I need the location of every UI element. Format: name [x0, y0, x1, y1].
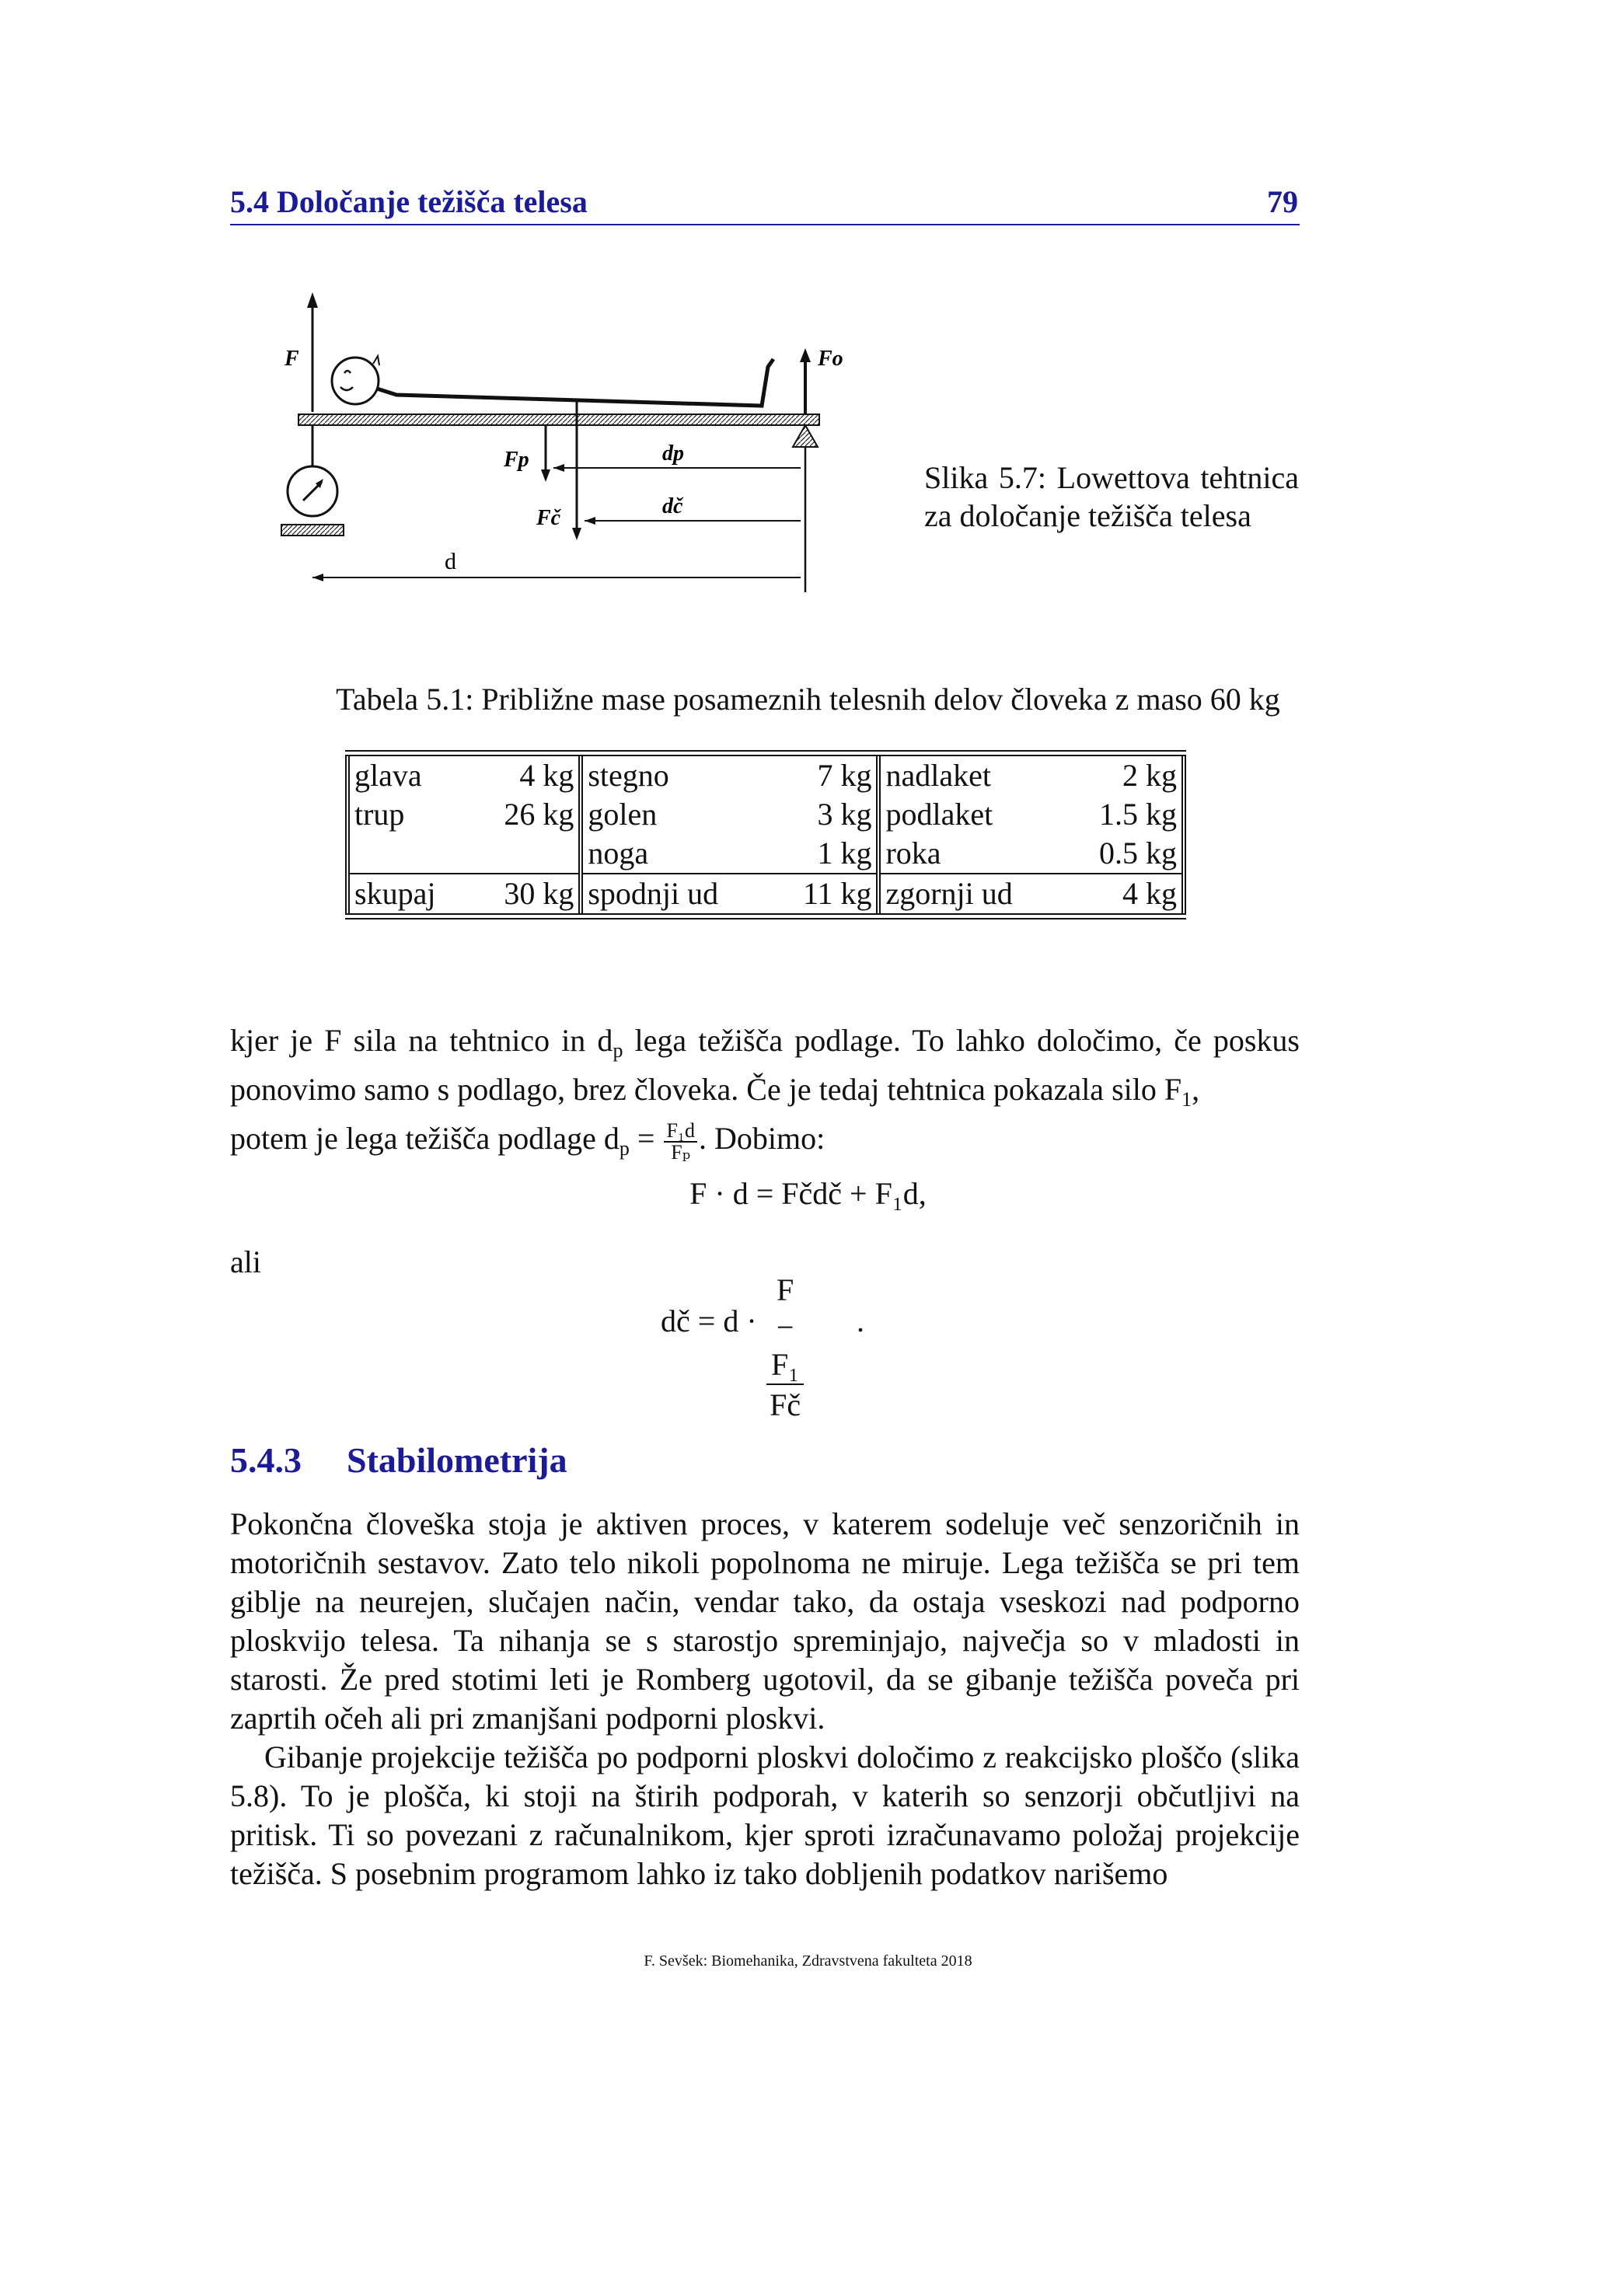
section-number: 5.4.3 [230, 1440, 302, 1480]
table-cell [472, 834, 581, 874]
table-row [347, 795, 1184, 834]
label-Fo: Fo [818, 347, 843, 371]
table-cell: spodnji ud [581, 874, 771, 913]
table-cell: roka [878, 834, 1064, 874]
table-cell: 7 kg [817, 758, 872, 793]
figure-caption: Slika 5.7: Lowettova tehtnica za določanje težišča telesa [924, 460, 1299, 533]
text-run: lega težišča podlage. To lahko določimo, če poskus ponovimo samo s podlago, brez človeka. Če je tedaj tehtnica pokazala silo F [230, 1023, 1300, 1107]
ali-word: ali [230, 1244, 261, 1279]
table-cell: 0.5 kg [1064, 834, 1184, 874]
label-dp: dp [662, 441, 684, 466]
inline-fraction [664, 1118, 697, 1164]
table-cell: 4 kg [519, 758, 574, 793]
table-row [347, 756, 1184, 795]
running-header-title: 5.4 Določanje težišča telesa [230, 184, 588, 219]
text-run: . Dobimo: [699, 1121, 825, 1156]
subscript: p [619, 1137, 630, 1160]
body-paragraph-1 [230, 1021, 1300, 1168]
table-cell: 3 kg [817, 797, 872, 832]
text-run: = [629, 1121, 663, 1156]
equation-2-period: . [857, 1303, 864, 1338]
equation-1: F · d = Fčdč + F₁d, [689, 1176, 927, 1211]
table-cell: glava [347, 756, 472, 795]
page-number: 79 [1267, 184, 1298, 219]
table-bottom-rule-2 [345, 918, 1186, 919]
fraction-denominator: Fč [770, 1387, 801, 1422]
text-run: , [1192, 1072, 1200, 1107]
fraction-denominator: Fₚ [671, 1140, 691, 1164]
label-Fp: Fp [504, 448, 529, 472]
table-row [347, 834, 1184, 874]
table-cell: nadlaket [878, 756, 1064, 795]
subscript: p [613, 1039, 623, 1062]
lowett-balance-figure [264, 288, 871, 614]
table-cell: 2 kg [1064, 756, 1184, 795]
text-run: kjer je F sila na tehtnico in d [230, 1023, 613, 1058]
body-paragraph-2: Pokončna človeška stoja je aktiven proces, v katerem sodeluje več senzoričnih in motoričnih sestavov. Zato telo nikoli popolnoma ne miruje. Lega težišča se pri tem giblje na neurejen, slučajen način, vendar tako, da ostaja vseskozi nad podporno ploskvijo telesa. Ta nihanja se s starostjo spreminjajo, največja so v mladosti in starosti. Že pred stotimi leti je Romberg ugotovil, da se gibanje težišča poveča pri zaprtih očeh ali pri zmanjšani podporni ploskvi. [230, 1506, 1300, 1736]
table-cell: 4 kg [1064, 874, 1184, 913]
table-cell: zgornji ud [878, 874, 1064, 913]
table-cell: podlaket [878, 795, 1064, 834]
table-cell: trup [347, 795, 472, 834]
mass-table [345, 750, 1186, 919]
page-footer: F. Sevšek: Biomehanika, Zdravstvena fakulteta 2018 [644, 1952, 972, 1970]
subscript: 1 [1181, 1088, 1192, 1111]
body-paragraph-3: Gibanje projekcije težišča po podporni ploskvi določimo z reakcijsko ploščo (slika 5.8). To je plošča, ki stoji na štirih podporah, v katerih so senzorji občutljivi na pritisk. Ti so povezani z računalnikom, kjer sproti izračunavamo položaj projekcije težišča. S posebnim programom lahko iz tako dobljenih podatkov narišemo [230, 1739, 1300, 1891]
section-title: Stabilometrija [347, 1440, 567, 1480]
label-Fc: Fč [536, 506, 561, 530]
table-cell: skupaj [347, 874, 472, 913]
label-d: d [445, 549, 456, 574]
table-cell: stegno [581, 756, 771, 795]
table-cell [347, 834, 472, 874]
table-cell: golen [581, 795, 771, 834]
label-F: F [284, 347, 299, 371]
label-dc: dč [662, 494, 683, 518]
text-run: potem je lega težišča podlage d [230, 1121, 620, 1156]
table-cell: 1 kg [817, 836, 872, 871]
table-cell: 11 kg [771, 874, 879, 913]
table-cell: noga [581, 834, 771, 874]
table-cell: 30 kg [472, 874, 581, 913]
running-header [230, 177, 1300, 225]
fraction-numerator: F − F₁ [766, 1272, 804, 1385]
equation-2-fraction [766, 1272, 804, 1425]
table-summary-row [347, 874, 1184, 913]
equation-2-lhs: dč = d · [661, 1303, 757, 1338]
table-caption: Tabela 5.1: Približne mase posameznih telesnih delov človeka z maso 60 kg [336, 682, 1280, 717]
table-cell: 26 kg [504, 797, 574, 832]
fraction-numerator: F₁d [664, 1121, 697, 1143]
section-heading [230, 1439, 567, 1481]
table-cell: 1.5 kg [1064, 795, 1184, 834]
